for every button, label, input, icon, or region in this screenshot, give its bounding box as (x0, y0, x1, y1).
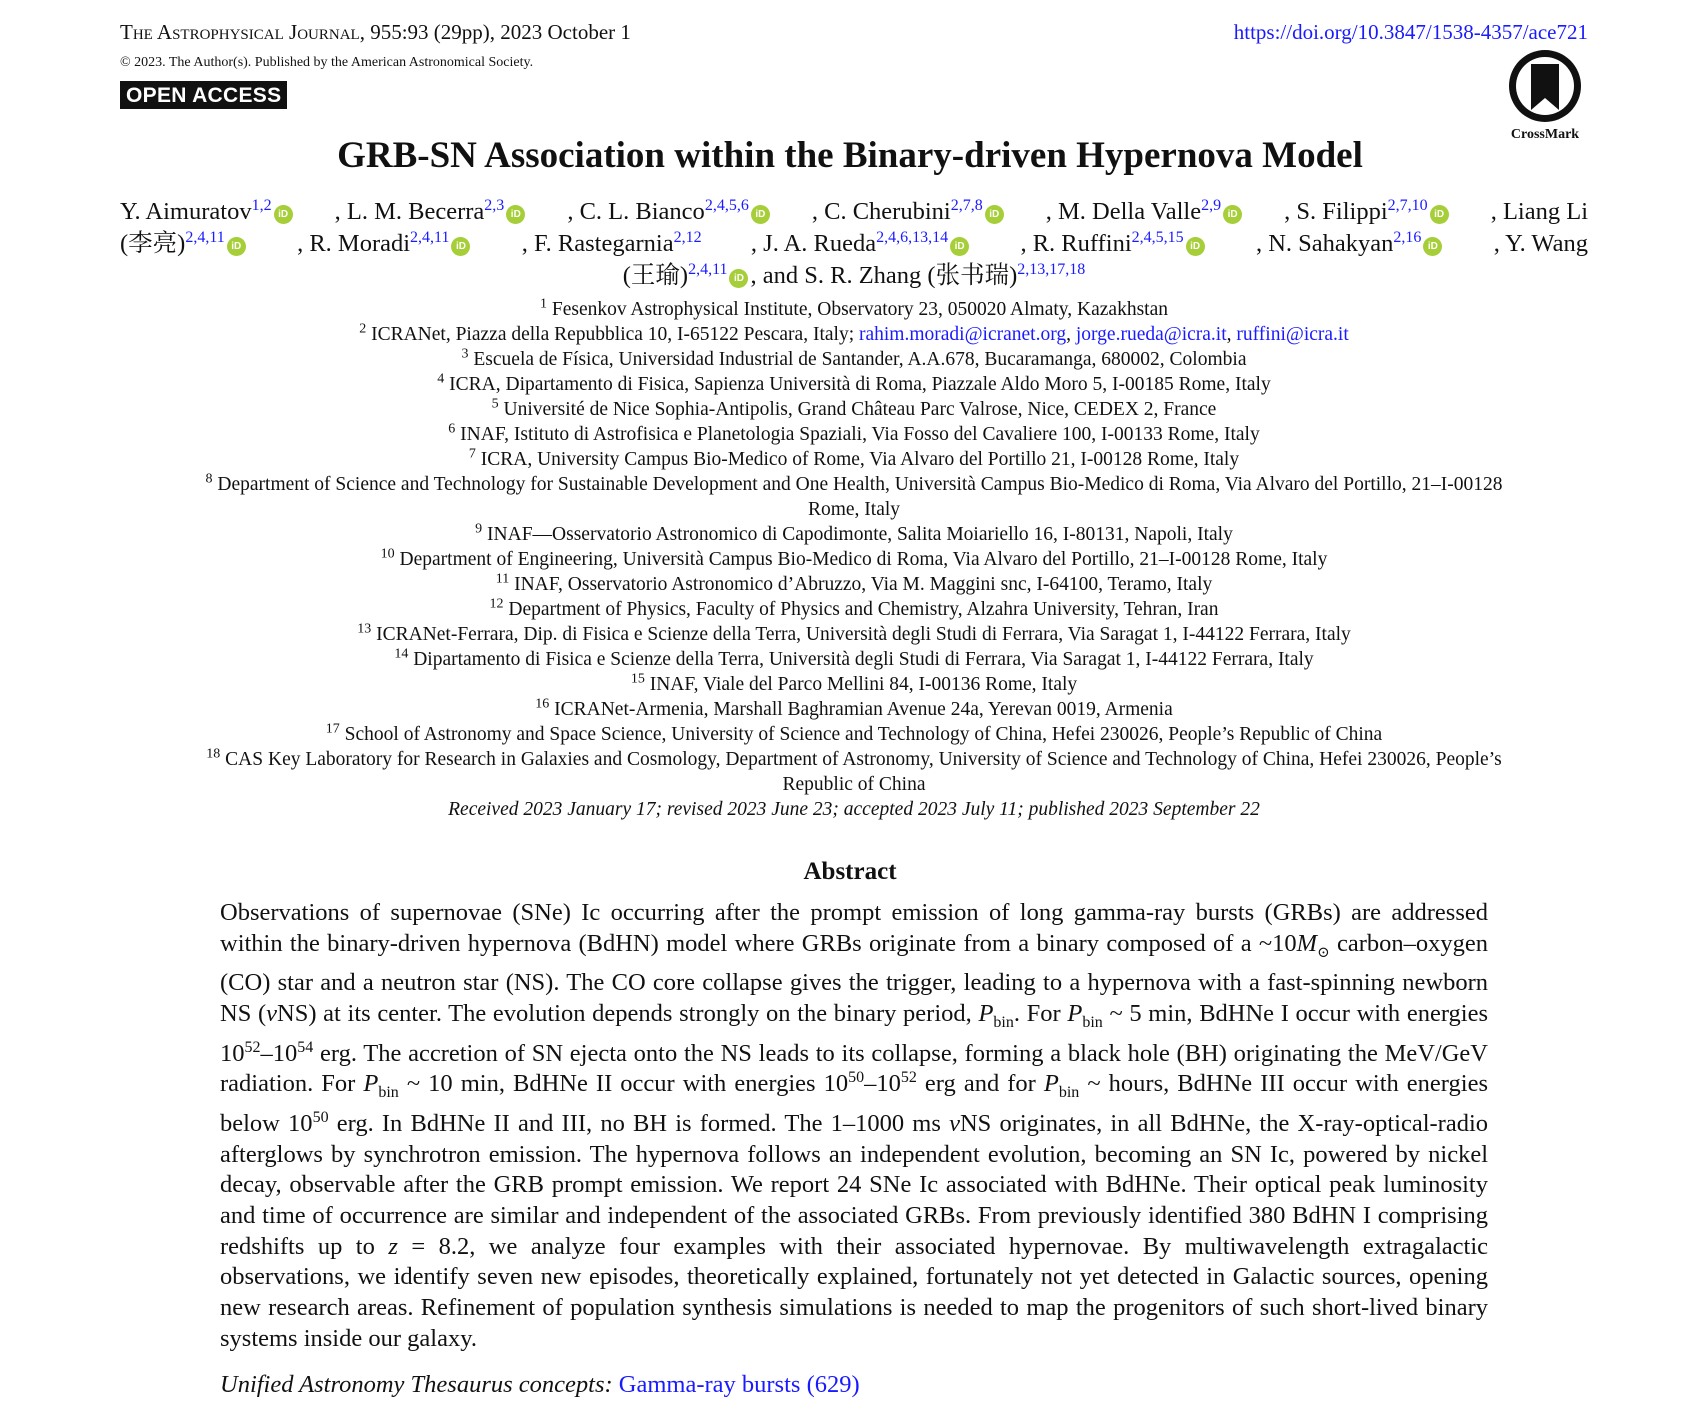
author: , Liang Li (1490, 198, 1588, 225)
affiliation: $^{12}$ Department of Physics, Faculty of Physics and Chemistry, Alzahra University, Tehran, Iran (489, 596, 1219, 620)
affiliation: $^4$ ICRA, Dipartamento di Fisica, Sapienza Università di Roma, Piazzale Aldo Moro 5, I-00185 Rome, Italy (437, 371, 1271, 395)
author: Y. Aimuratov$^{1,2}$iD (120, 196, 295, 228)
author: , N. Sahakyan$^{2,16}$iD (1256, 228, 1444, 260)
author: , S. Filippi$^{2,7,10}$iD (1284, 196, 1450, 228)
author: , L. M. Becerra$^{2,3}$iD (335, 196, 528, 228)
orcid-icon[interactable]: iD (1223, 205, 1242, 224)
affiliation: $^{14}$ Dipartamento di Fisica e Scienze della Terra, Università degli Studi di Ferrara, Via Saragat 1, I-44122 Ferrara, Italy (394, 646, 1314, 670)
author: , C. L. Bianco$^{2,4,5,6}$iD (567, 196, 771, 228)
affiliation: $^{18}$ CAS Key Laboratory for Research in Galaxies and Cosmology, Department of Astronomy, University of Science and Technology of China, Hefei 230026, People’s Republic of China (206, 746, 1502, 795)
orcid-icon[interactable]: iD (751, 205, 770, 224)
author-line (120, 260, 1588, 292)
orcid-icon[interactable]: iD (1186, 237, 1205, 256)
orcid-icon[interactable]: iD (1423, 237, 1442, 256)
publication-dates: Received 2023 January 17; revised 2023 June 23; accepted 2023 July 11; published 2023 September 22 (448, 799, 1260, 820)
affiliation: $^{15}$ INAF, Viale del Parco Mellini 84, I-00136 Rome, Italy (630, 671, 1078, 695)
doi-link[interactable]: https://doi.org/10.3847/1538-4357/ace721 (1233, 20, 1588, 44)
affiliation: $^{11}$ INAF, Osservatorio Astronomico d’Abruzzo, Via M. Maggini snc, I-64100, Teramo, Italy (495, 571, 1213, 595)
orcid-icon[interactable]: iD (950, 237, 969, 256)
author: , Y. Wang (1493, 230, 1588, 257)
orcid-icon[interactable]: iD (1430, 205, 1449, 224)
author: , R. Moradi$^{2,4,11}$iD (297, 228, 472, 260)
paper-title: GRB-SN Association within the Binary-driven Hypernova Model (337, 135, 1363, 176)
author: (王瑜)$^{2,4,11}$iD (623, 260, 751, 292)
affiliation: $^{13}$ ICRANet-Ferrara, Dip. di Fisica e Scienze della Terra, Università degli Studi di Ferrara, Via Saragat 1, I-44122 Ferrara, Italy (357, 621, 1351, 645)
author: , M. Della Valle$^{2,9}$iD (1046, 196, 1244, 228)
affiliation: $^2$ ICRANet, Piazza della Repubblica 10, I-65122 Pescara, Italy; rahim.moradi@icranet.org, jorge.rueda@icra.it, ruffini@icra.it (359, 321, 1349, 345)
orcid-icon[interactable]: iD (451, 237, 470, 256)
crossmark-icon (1507, 48, 1583, 124)
affiliation: $^3$ Escuela de Física, Universidad Industrial de Santander, A.A.678, Bucaramanga, 680002, Colombia (461, 346, 1247, 370)
uat-concept-link[interactable]: Gamma-ray bursts (629) (618, 1371, 860, 1398)
affiliation: $^{10}$ Department of Engineering, Università Campus Bio-Medico di Roma, Via Alvaro del Portillo, 21–I-00128 Rome, Italy (380, 546, 1328, 570)
orcid-icon[interactable]: iD (729, 269, 748, 288)
orcid-icon[interactable]: iD (274, 205, 293, 224)
author: , F. Rastegarnia$^{2,12}$ (521, 228, 702, 257)
journal-citation (120, 20, 631, 45)
abstract-text: Observations of supernovae (SNe) Ic occurring after the prompt emission of long gamma-ray bursts (GRBs) are addressed within the binary-driven hypernova (BdHN) model where GRBs originate from a binary composed of a $\sim 10M_⊙$ carbon–oxygen (CO) star and a neutron star (NS). The CO core collapse gives the trigger, leading to a hypernova with a fast-spinning newborn NS (νNS) at its center. The evolution depends strongly on the binary period, $P_{bin}$. For $P_{bin}$ ~ 5 min, BdHNe I occur with energies $10^{52}-10^{54}$ erg. The accretion of SN ejecta onto the NS leads to its collapse, forming a black hole (BH) originating the MeV/GeV radiation. For $P_{bin}$ ~ 10 min, BdHNe II occur with energies $10^{50}-10^{52}$ erg and for $P_{bin}$ ~ hours, BdHNe III occur with energies below $10^{50}$ erg. In BdHNe II and III, no BH is formed. The 1–1000 ms νNS originates, in all BdHNe, the X-ray-optical-radio afterglows by synchrotron emission. The hypernova follows an independent evolution, becoming an SN Ic, powered by nickel decay, observable after the GRB prompt emission. We report 24 SNe Ic associated with BdHNe. Their optical peak luminosity and time of occurrence are similar and independent of the associated GRBs. From previously identified 380 BdHN I comprising redshifts up to z = 8.2, we analyze four examples with their associated hypernovae. By multiwavelength extragalactic observations, we identify seven new episodes, theoretically explained, fortunately not yet detected in Galactic sources, opening new research areas. Refinement of population synthesis simulations is needed to map the progenitors of such short-lived binary systems inside our galaxy. (220, 899, 1489, 1352)
uat-label: Unified Astronomy Thesaurus concepts: (220, 1371, 613, 1398)
affiliation: $^1$ Fesenkov Astrophysical Institute, Observatory 23, 050020 Almaty, Kazakhstan (539, 296, 1168, 320)
crossmark-logo[interactable] (1500, 48, 1590, 142)
author: , C. Cherubini$^{2,7,8}$iD (812, 196, 1006, 228)
author-line (120, 228, 1588, 260)
author-list (120, 196, 1588, 292)
affiliation: $^7$ ICRA, University Campus Bio-Medico of Rome, Via Alvaro del Portillo 21, I-00128 Rome, Italy (468, 446, 1240, 470)
open-access-badge: OPEN ACCESS (120, 81, 287, 109)
affiliation: $^{16}$ ICRANet-Armenia, Marshall Baghramian Avenue 24a, Yerevan 0019, Armenia (535, 696, 1173, 720)
email-link[interactable]: ruffini@icra.it (1236, 324, 1349, 345)
citation-details: , 955:93 (29pp), 2023 October 1 (359, 20, 631, 44)
email-link[interactable]: rahim.moradi@icranet.org (858, 324, 1067, 345)
author-line (120, 196, 1588, 228)
crossmark-label: CrossMark (1510, 127, 1580, 142)
uat-concepts (220, 1371, 860, 1399)
journal-name: The Astrophysical Journal (120, 20, 360, 44)
affiliation: $^5$ Université de Nice Sophia-Antipolis, Grand Château Parc Valrose, Nice, CEDEX 2, France (491, 396, 1217, 420)
email-link[interactable]: jorge.rueda@icra.it (1075, 324, 1227, 345)
affiliation: $^8$ Department of Science and Technology for Sustainable Development and One Health, Università Campus Bio-Medico di Roma, Via Alvaro del Portillo, 21–I-00128 Rome, Italy (205, 471, 1503, 520)
affiliation: $^9$ INAF—Osservatorio Astronomico di Capodimonte, Salita Moiariello 16, I-80131, Napoli, Italy (475, 521, 1233, 545)
orcid-icon[interactable]: iD (227, 237, 246, 256)
abstract-heading: Abstract (803, 858, 897, 885)
orcid-icon[interactable]: iD (985, 205, 1004, 224)
affiliation-list (120, 297, 1588, 822)
orcid-icon[interactable]: iD (506, 205, 525, 224)
author: , J. A. Rueda$^{2,4,6,13,14}$iD (751, 228, 971, 260)
author: (李亮)$^{2,4,11}$iD (120, 228, 248, 260)
author: , R. Ruffini$^{2,4,5,15}$iD (1020, 228, 1206, 260)
affiliation: $^{17}$ School of Astronomy and Space Science, University of Science and Technology of China, Hefei 230026, People’s Republic of China (325, 721, 1383, 745)
copyright-notice: © 2023. The Author(s). Published by the American Astronomical Society. (120, 55, 534, 70)
affiliation: $^6$ INAF, Istituto di Astrofisica e Planetologia Spaziali, Via Fosso del Cavaliere 100, I-00133 Rome, Italy (448, 421, 1260, 445)
author: , and S. R. Zhang (张书瑞)$^{2,13,17,18}$ (750, 260, 1086, 289)
